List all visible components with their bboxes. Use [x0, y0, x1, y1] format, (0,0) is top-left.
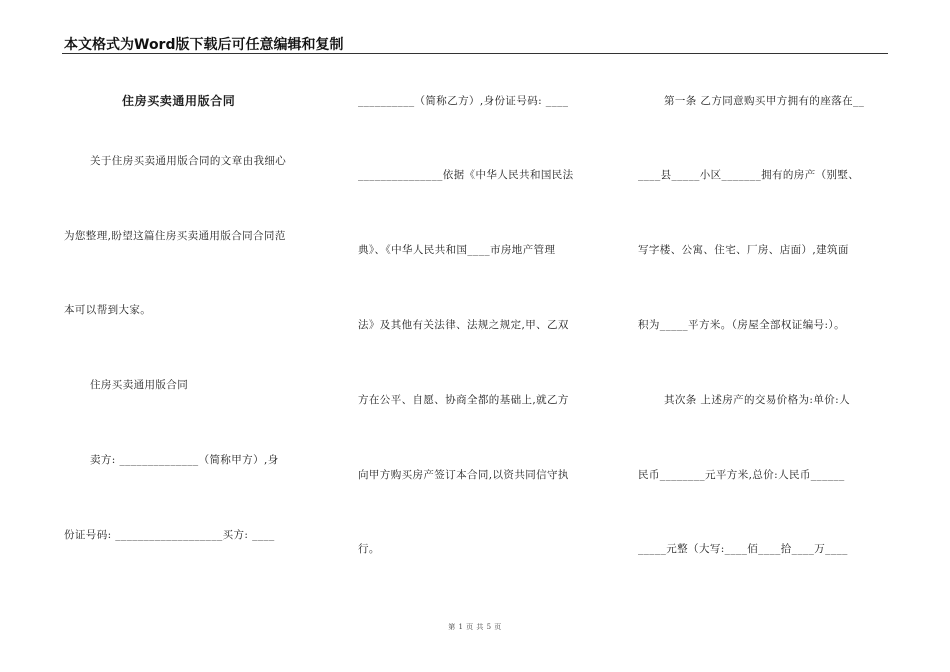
body-line: 关于住房买卖通用版合同的文章由我细心	[90, 155, 287, 167]
body-line: 典》、《中华人民共和国____市房地产管理	[358, 244, 556, 256]
body-line: 写字楼、公寓、住宅、厂房、店面）,建筑面	[638, 244, 849, 256]
section-heading: 住房买卖通用版合同	[90, 379, 189, 391]
body-line: 本可以帮到大家。	[64, 304, 152, 316]
clause-1-line: 第一条 乙方同意购买甲方拥有的座落在__	[664, 95, 865, 107]
body-line: 向甲方购买房产签订本合同,以资共同信守执	[358, 469, 569, 481]
body-line: 法》及其他有关法律、法规之规定,甲、乙双	[358, 319, 569, 331]
body-line: 为您整理,盼望这篇住房买卖通用版合同合同范	[64, 230, 286, 242]
document-title: 住房买卖通用版合同	[122, 94, 236, 108]
body-line: ____县_____小区_______拥有的房产（别墅、	[638, 169, 860, 181]
body-line: 民币________元平方米,总价:人民币______	[638, 469, 845, 481]
body-line: 积为_____平方米。（房屋全部权证编号:）。	[638, 319, 845, 331]
body-line: 方在公平、自愿、协商全都的基础上,就乙方	[358, 394, 569, 406]
page-number: 第 1 页 共 5 页	[448, 623, 502, 631]
body-line: 行。	[358, 543, 380, 555]
download-banner: 本文格式为Word版下载后可任意编辑和复制	[64, 37, 344, 53]
seller-line: 卖方: ______________（简称甲方）,身	[90, 454, 279, 466]
text-column-2	[358, 0, 618, 672]
clause-2-line: 其次条 上述房产的交易价格为:单价:人	[664, 394, 851, 406]
body-line: _______________依据《中华人民共和国民法	[358, 169, 574, 181]
id-buyer-line: 份证号码: ___________________买方: ____	[64, 529, 275, 541]
text-column-1	[64, 0, 336, 672]
body-line: __________（简称乙方）,身份证号码: ____	[358, 95, 569, 107]
body-line: _____元整（大写:____佰____拾____万____	[638, 543, 848, 555]
text-column-3	[638, 0, 888, 672]
